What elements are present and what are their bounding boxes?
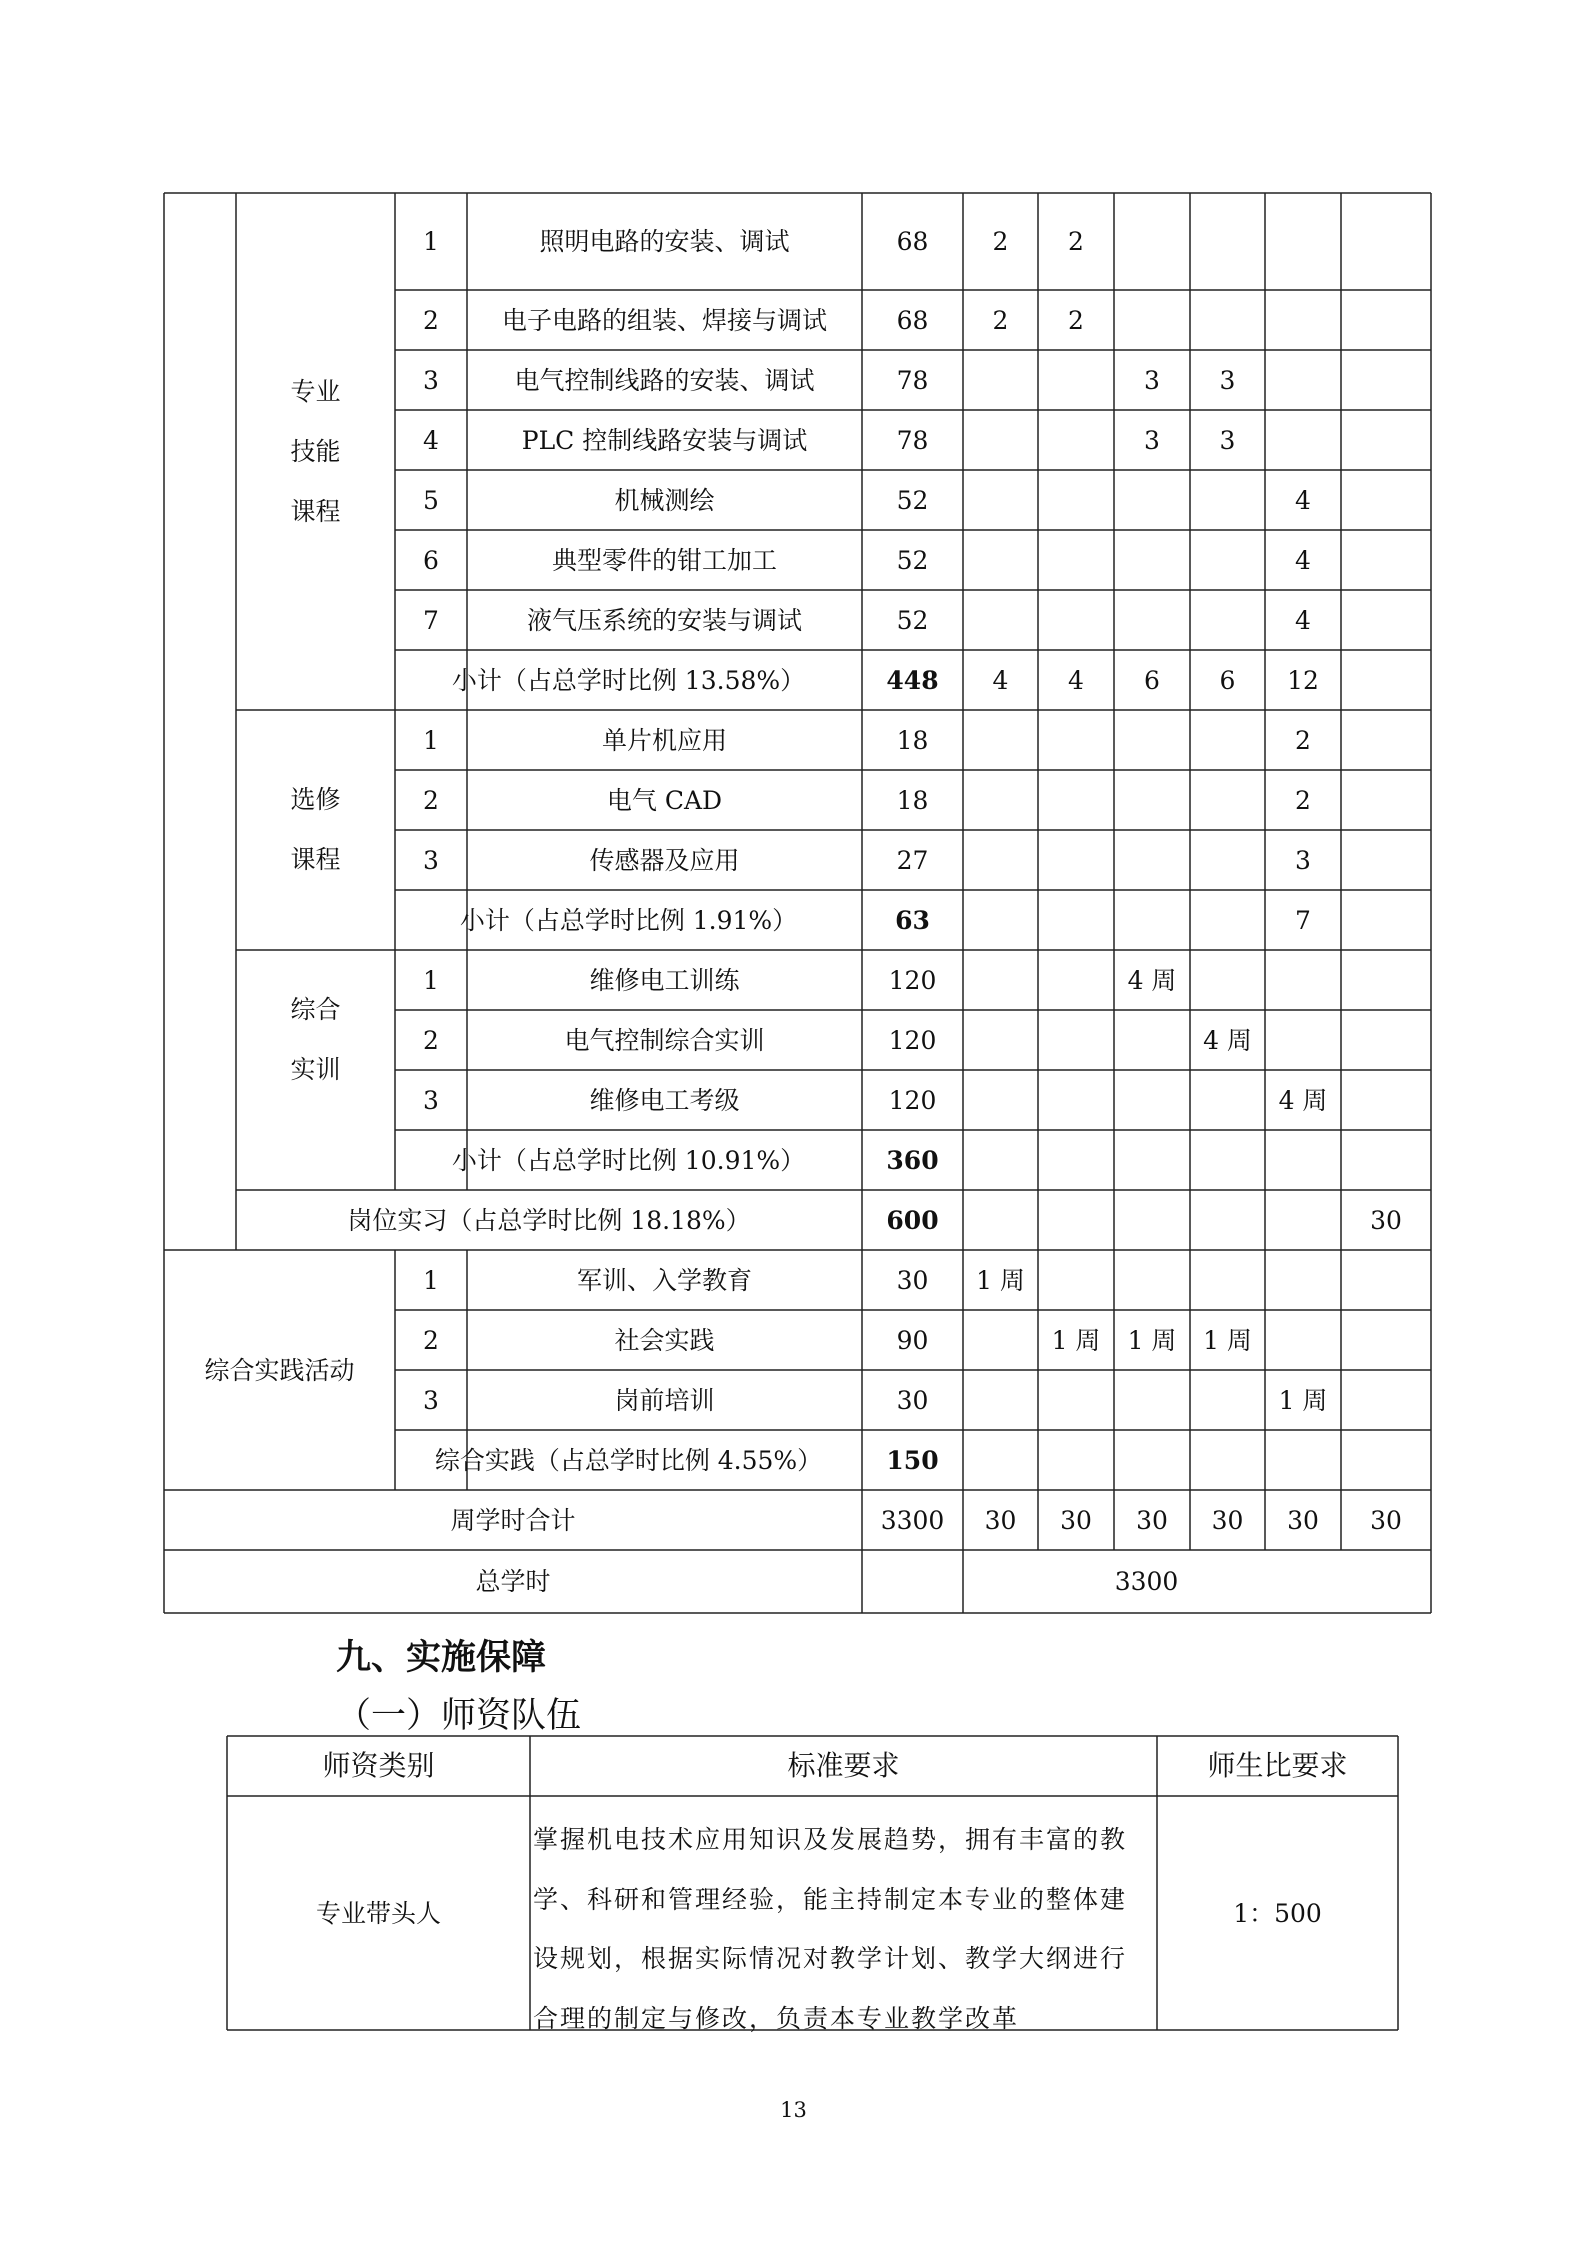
training-row-2-no: 2 (423, 1025, 439, 1055)
pro-skill-row-2-name: 电子电路的组装、焊接与调试 (501, 305, 827, 335)
pro-skill-row-6-no: 6 (423, 545, 439, 575)
pro-skill-row-4-hours: 78 (896, 425, 929, 455)
pro-skill-row-7-hours: 52 (896, 605, 929, 635)
training-row-3-hours: 120 (888, 1085, 937, 1115)
pro-skill-row-2-hours: 68 (896, 305, 929, 335)
elective-row-1-no: 1 (423, 725, 439, 755)
header-category: 师资类别 (322, 1749, 435, 1782)
faculty-category: 专业带头人 (315, 1898, 441, 1928)
training-row-2-hours: 120 (888, 1025, 937, 1055)
pro-skill-row-1-s1: 2 (992, 227, 1009, 256)
pro-skill-row-3-s4: 3 (1219, 365, 1236, 395)
pro-skill-row-1-no: 1 (423, 227, 439, 256)
pro-skill-row-4-no: 4 (423, 425, 439, 455)
pro-skill-row-2-s1: 2 (992, 305, 1009, 335)
category-elective: 选修 课程 (290, 785, 341, 874)
elective-row-2-name: 电气 CAD (606, 785, 723, 815)
pro-skill-subtotal-s4: 6 (1219, 665, 1236, 695)
internship-hours: 600 (886, 1205, 939, 1235)
total-hours-value: 3300 (1114, 1567, 1179, 1596)
pro-skill-row-4-name: PLC 控制线路安装与调试 (521, 425, 808, 455)
elective-row-3-name: 传感器及应用 (589, 845, 740, 875)
practice-row-2-name: 社会实践 (614, 1325, 715, 1355)
pro-skill-row-5-hours: 52 (896, 485, 929, 515)
internship-label: 岗位实习（占总学时比例 18.18%） (347, 1205, 751, 1235)
practice-row-2-s4: 1 周 (1203, 1325, 1252, 1355)
practice-row-1-s1: 1 周 (976, 1265, 1025, 1295)
pro-skill-row-2-s2: 2 (1068, 305, 1084, 335)
training-row-1-hours: 120 (888, 965, 937, 995)
elective-row-2-no: 2 (423, 785, 439, 815)
header-ratio: 师生比要求 (1207, 1749, 1348, 1782)
elective-row-1-hours: 18 (896, 725, 929, 755)
pro-skill-row-5-no: 5 (423, 485, 439, 515)
weekly-total-s6: 30 (1370, 1505, 1402, 1535)
section-heading: 九、实施保障 (336, 1638, 547, 1678)
header-standard: 标准要求 (787, 1749, 900, 1782)
elective-row-3-hours: 27 (896, 845, 929, 875)
training-row-1-no: 1 (423, 965, 439, 995)
elective-subtotal-s5: 7 (1295, 905, 1311, 935)
pro-skill-subtotal-s3: 6 (1144, 665, 1160, 695)
practice-row-2-hours: 90 (896, 1325, 929, 1355)
elective-row-1-s5: 2 (1295, 725, 1311, 755)
page-number: 13 (780, 2098, 807, 2122)
pro-skill-row-1-s2: 2 (1068, 227, 1084, 256)
weekly-total-s3: 30 (1136, 1505, 1168, 1535)
pro-skill-row-7-no: 7 (423, 605, 439, 635)
practice-row-1-no: 1 (423, 1265, 439, 1295)
training-subtotal-hours: 360 (886, 1145, 939, 1175)
elective-row-3-no: 3 (423, 845, 439, 875)
elective-row-1-name: 单片机应用 (601, 725, 727, 755)
pro-skill-row-1-hours: 68 (896, 227, 929, 256)
pro-skill-row-5-s5: 4 (1295, 485, 1311, 515)
category-pro-skill: 专业 技能 课程 (290, 376, 341, 526)
practice-subtotal-hours: 150 (886, 1445, 939, 1475)
training-subtotal-label: 小计（占总学时比例 10.91%） (451, 1145, 806, 1175)
subsection-heading: （一）师资队伍 (336, 1696, 582, 1736)
practice-row-1-hours: 30 (896, 1265, 929, 1295)
practice-row-2-no: 2 (423, 1325, 439, 1355)
practice-row-1-name: 军训、入学教育 (576, 1265, 752, 1295)
pro-skill-subtotal-s5: 12 (1287, 665, 1319, 695)
practice-row-3-name: 岗前培训 (614, 1385, 715, 1415)
pro-skill-row-6-hours: 52 (896, 545, 929, 575)
practice-subtotal-label: 综合实践（占总学时比例 4.55%） (434, 1445, 823, 1475)
category-training: 综合 实训 (290, 995, 341, 1084)
pro-skill-subtotal-s2: 4 (1068, 665, 1084, 695)
training-row-3-name: 维修电工考级 (589, 1085, 740, 1115)
practice-row-2-s3: 1 周 (1127, 1325, 1177, 1355)
training-row-1-name: 维修电工训练 (589, 965, 740, 995)
faculty-ratio: 1：500 (1233, 1898, 1322, 1928)
total-hours-label: 总学时 (475, 1567, 551, 1596)
pro-skill-row-6-s5: 4 (1295, 545, 1311, 575)
pro-skill-row-5-name: 机械测绘 (614, 485, 715, 515)
pro-skill-row-4-s3: 3 (1144, 425, 1160, 455)
weekly-total-s2: 30 (1060, 1505, 1092, 1535)
pro-skill-subtotal-hours: 448 (886, 665, 939, 695)
faculty-standard: 掌握机电技术应用知识及发展趋势，拥有丰富的教学、科研和管理经验，能主持制定本专业的整体建设规划，根据实际情况对教学计划、教学大纲进行合理的制定与修改，负责本专业教学改革 (533, 1825, 1128, 2033)
internship-s6: 30 (1370, 1205, 1402, 1235)
pro-skill-row-3-name: 电气控制线路的安装、调试 (514, 365, 815, 395)
pro-skill-row-7-name: 液气压系统的安装与调试 (526, 605, 802, 635)
practice-row-3-hours: 30 (896, 1385, 929, 1415)
pro-skill-row-3-no: 3 (423, 365, 439, 395)
training-row-2-name: 电气控制综合实训 (564, 1025, 765, 1055)
category-practice: 综合实践活动 (204, 1355, 355, 1385)
pro-skill-row-3-hours: 78 (896, 365, 929, 395)
practice-row-2-s2: 1 周 (1051, 1325, 1101, 1355)
pro-skill-row-6-name: 典型零件的钳工加工 (551, 545, 777, 575)
elective-row-2-s5: 2 (1295, 785, 1311, 815)
training-row-3-no: 3 (423, 1085, 439, 1115)
pro-skill-row-2-no: 2 (423, 305, 439, 335)
elective-subtotal-label: 小计（占总学时比例 1.91%） (459, 905, 798, 935)
pro-skill-row-4-s4: 3 (1219, 425, 1236, 455)
training-row-3-s5: 4 周 (1278, 1085, 1328, 1115)
pro-skill-row-3-s3: 3 (1144, 365, 1160, 395)
elective-row-2-hours: 18 (896, 785, 929, 815)
pro-skill-subtotal-label: 小计（占总学时比例 13.58%） (451, 665, 806, 695)
elective-subtotal-hours: 63 (895, 905, 930, 935)
training-row-2-s4: 4 周 (1203, 1025, 1252, 1055)
elective-row-3-s5: 3 (1295, 845, 1311, 875)
weekly-total-s4: 30 (1211, 1505, 1244, 1535)
weekly-total-hours: 3300 (880, 1505, 945, 1535)
training-row-1-s3: 4 周 (1127, 965, 1177, 995)
pro-skill-subtotal-s1: 4 (992, 665, 1009, 695)
weekly-total-s5: 30 (1287, 1505, 1319, 1535)
weekly-total-s1: 30 (984, 1505, 1017, 1535)
pro-skill-row-1-name: 照明电路的安装、调试 (539, 227, 790, 256)
pro-skill-row-7-s5: 4 (1295, 605, 1311, 635)
weekly-total-label: 周学时合计 (450, 1505, 576, 1535)
practice-row-3-s5: 1 周 (1278, 1385, 1328, 1415)
practice-row-3-no: 3 (423, 1385, 439, 1415)
